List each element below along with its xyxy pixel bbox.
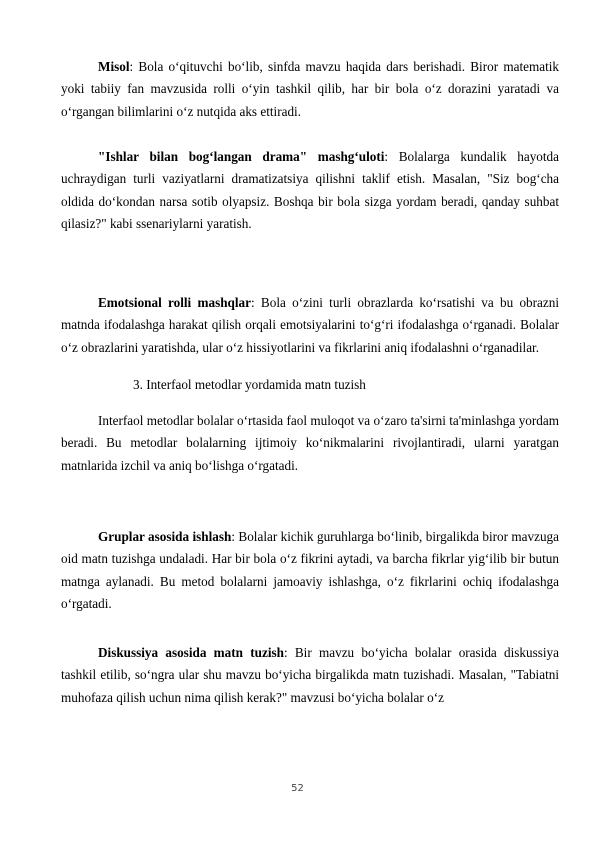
paragraph-drama [61, 146, 559, 236]
term-emotsional: Emotsional rolli mashqlar [98, 295, 251, 310]
text-misol: : Bola o‘qituvchi bo‘lib, sinfda mavzu haqida dars berishadi. Biror matematik yoki tabiiy fan mavzusida rolli o‘yin tashkil qilib, har bir bola o‘z dorazini yaratadi va o‘rgangan bilimlarini o‘z nutqida aks ettiradi. [61, 59, 559, 119]
paragraph-misol [61, 56, 559, 123]
term-diskussiya: Diskussiya asosida matn tuzish [98, 645, 284, 660]
text-gruplar: : Bolalar kichik guruhlarga bo‘linib, birgalikda biror mavzuga oid matn tuzishga undaladi. Har bir bola o‘z fikrini aytadi, va barcha fikrlar yig‘ilib bir butun matnga aylanadi. Bu metod bolalarni jamoaviy ishlashga, o‘z fikrlarini ochiq ifodalashga o‘rgatadi. [61, 529, 559, 612]
text-drama: : Bolalarga kundalik hayotda uchraydigan turli vaziyatlarni dramatizatsiya qilishni taklif etish. Masalan, "Siz bog‘cha oldida do‘kondan narsa sotib olyapsiz. Boshqa bir bola sizga yordam beradi, qanday suhbat qilasiz?" kabi ssenariylarni yaratish. [61, 149, 559, 232]
paragraph-diskussiya [61, 642, 559, 709]
term-misol: Misol [98, 59, 130, 74]
term-drama: "Ishlar bilan bog‘langan drama" mashg‘uloti [98, 149, 385, 164]
paragraph-emotsional [61, 292, 559, 359]
text-diskussiya: : Bir mavzu bo‘yicha bolalar orasida diskussiya tashkil etilib, so‘ngra ular shu mavzu bo‘yicha birgalikda matn tuzishadi. Masalan, "Tabiatni muhofaza qilish uchun nima qilish kerak?" mavzusi bo‘yicha bolalar o‘z [61, 645, 559, 705]
text-emotsional: : Bola o‘zini turli obrazlarda ko‘rsatishi va bu obrazni matnda ifodalashga harakat qilish orqali emotsiyalarini to‘g‘ri ifodalashga o‘rganadi. Bolalar o‘z obrazlarini yaratishda, ular o‘z hissiyotlarini va fikrlarini aniq ifodalashni o‘rganadilar. [61, 295, 559, 355]
term-gruplar: Gruplar asosida ishlash [98, 529, 232, 544]
page-number: 52 [291, 783, 304, 794]
paragraph-interfaol-intro: Interfaol metodlar bolalar o‘rtasida faol muloqot va o‘zaro ta'sirni ta'minlashga yordam beradi. Bu metodlar bolalarning ijtimoiy ko‘nikmalarini rivojlantiradi, ularni yaratgan matnlarida izchil va aniq bo‘lishga o‘rgatadi. [61, 413, 559, 473]
section-heading: 3. Interfaol metodlar yordamida matn tuzish [133, 377, 366, 392]
paragraph-gruplar [61, 526, 559, 616]
